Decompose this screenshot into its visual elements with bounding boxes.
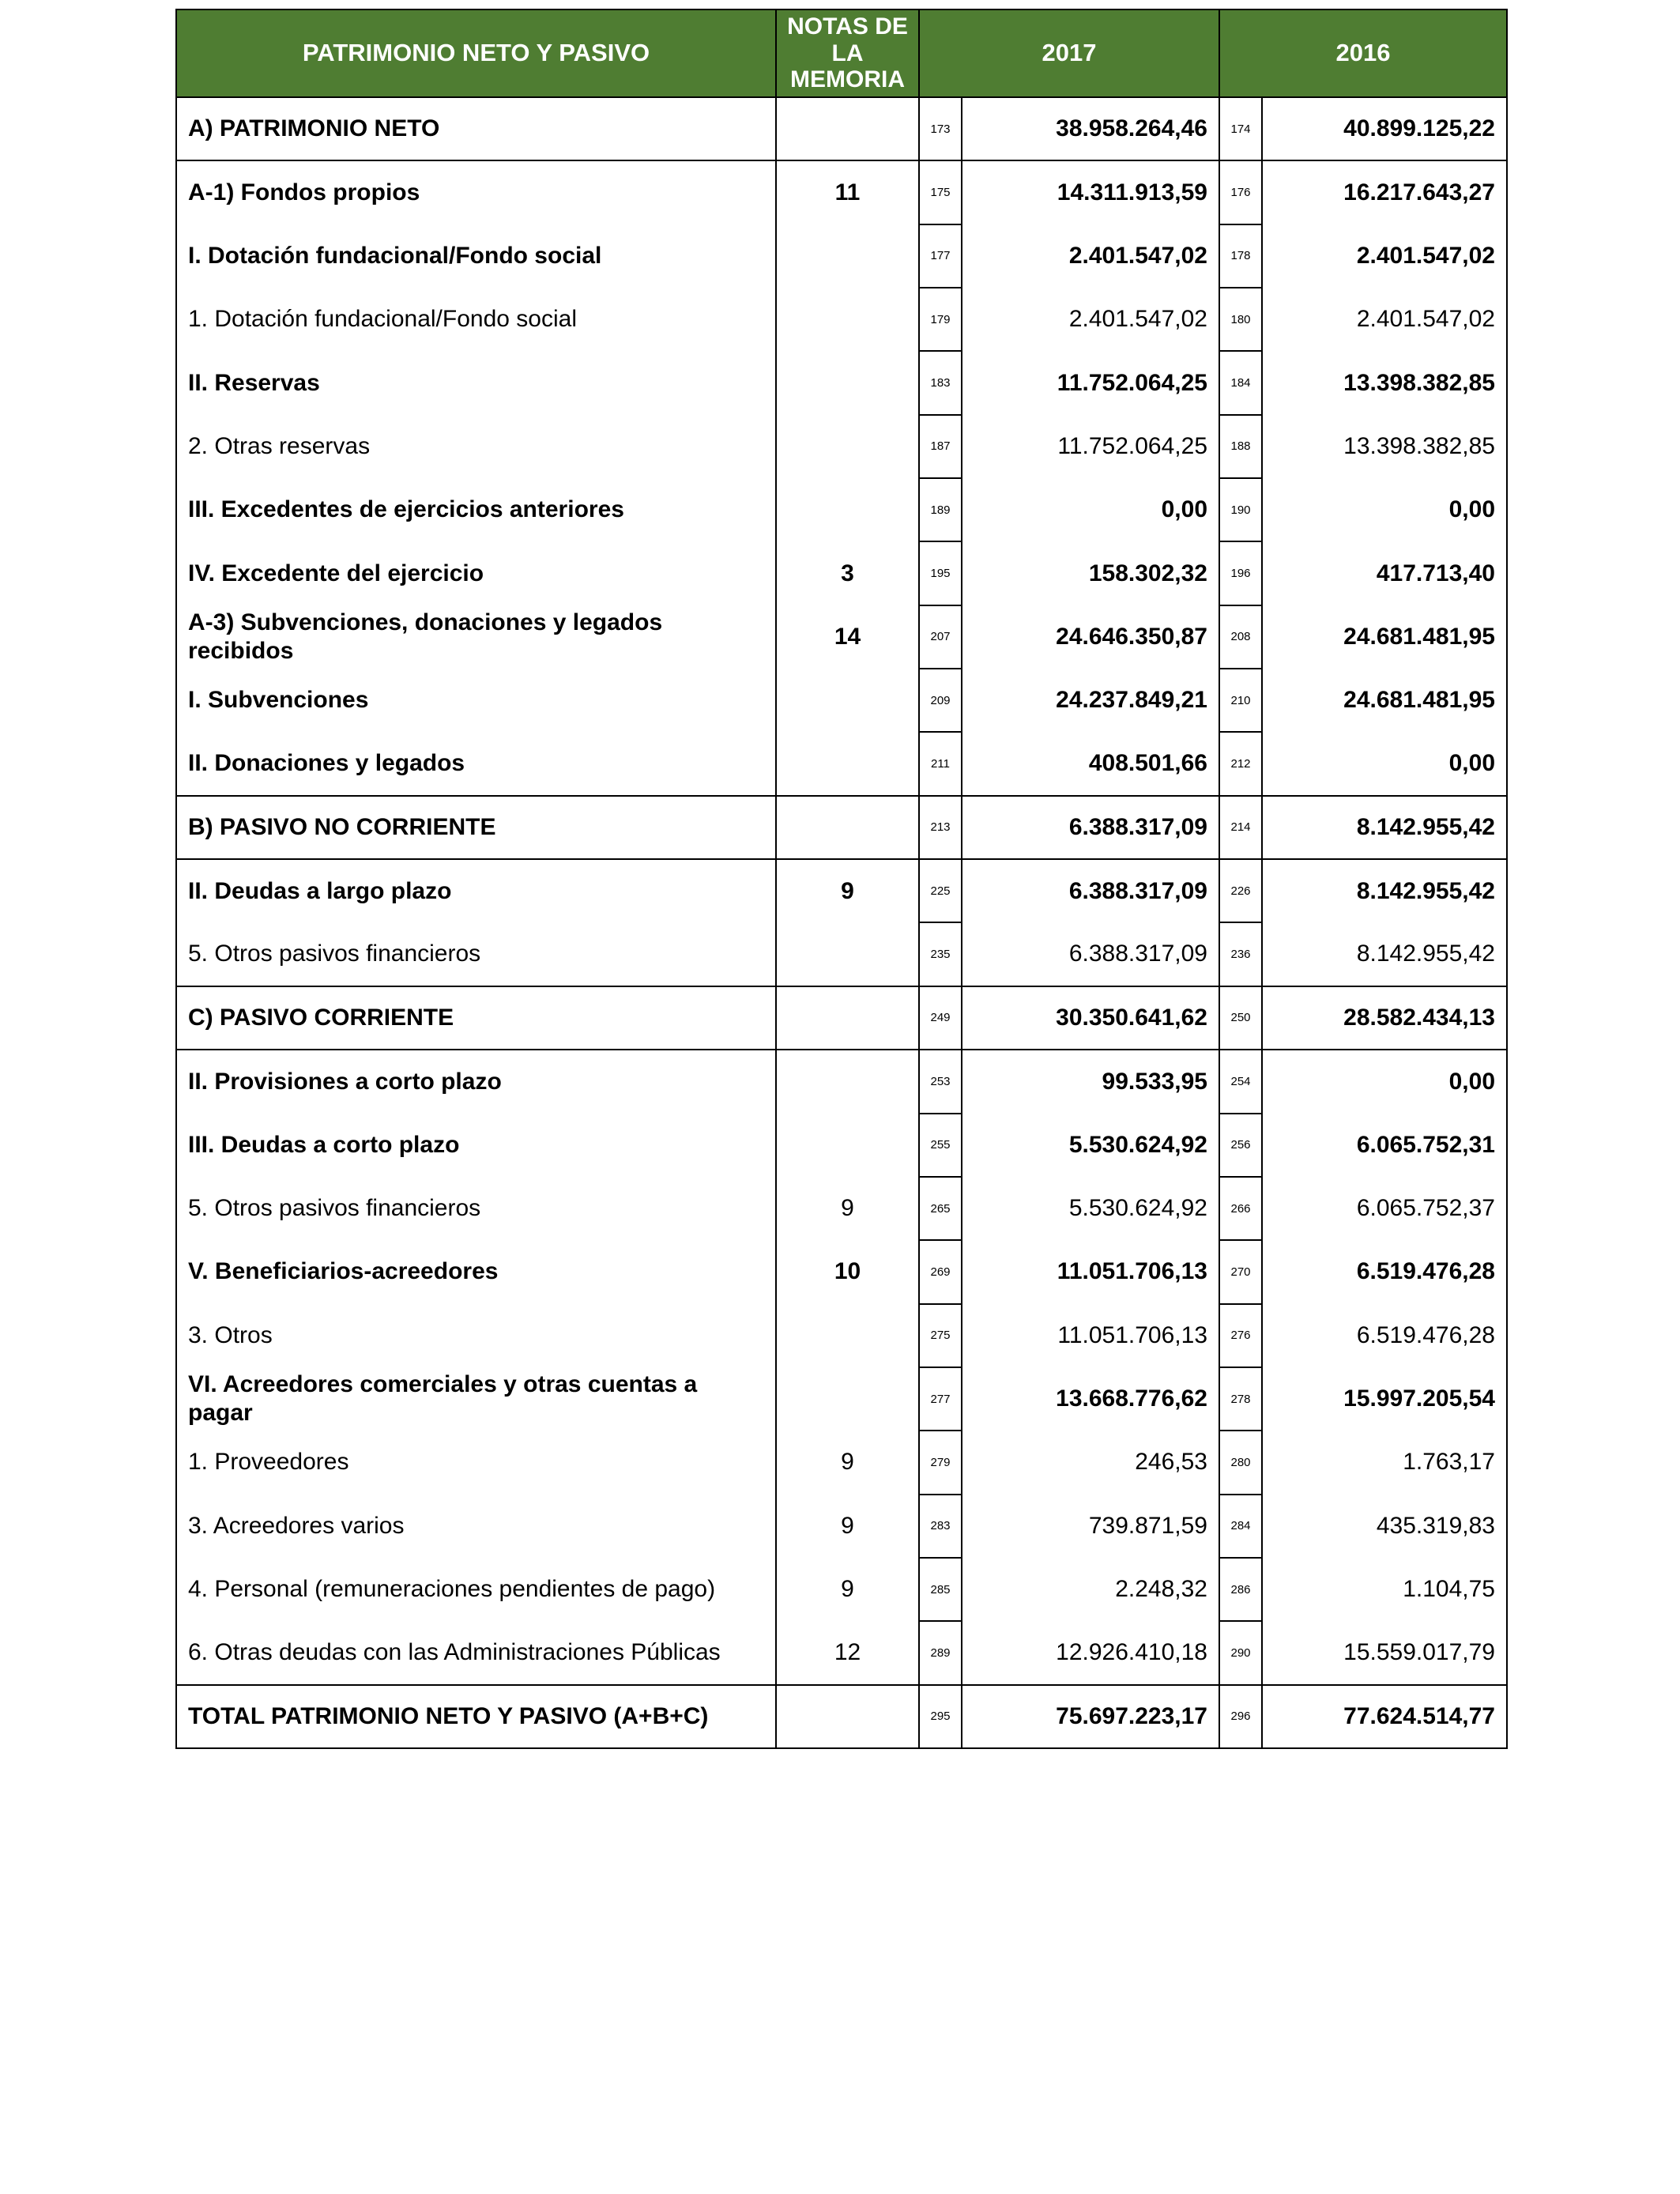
table-row [176,1367,1507,1431]
row-note [776,97,919,160]
row-value-2016: 77.624.514,77 [1262,1685,1507,1748]
row-value-2017: 0,00 [962,478,1219,541]
row-note [776,732,919,795]
row-value-2017: 2.248,32 [962,1558,1219,1621]
row-label: II. Reservas [176,351,776,414]
row-label: A) PATRIMONIO NETO [176,97,776,160]
table-row [176,732,1507,795]
row-value-2016: 2.401.547,02 [1262,288,1507,351]
row-code-2016: 290 [1219,1621,1262,1684]
row-value-2016: 15.997.205,54 [1262,1367,1507,1431]
row-note [776,1685,919,1748]
row-value-2016: 24.681.481,95 [1262,669,1507,732]
row-label: 1. Proveedores [176,1431,776,1494]
row-code-2017: 249 [919,986,962,1050]
row-code-2017: 235 [919,922,962,986]
table-row [176,288,1507,351]
row-label: I. Subvenciones [176,669,776,732]
row-label: A-1) Fondos propios [176,160,776,224]
row-note: 10 [776,1240,919,1303]
row-value-2017: 408.501,66 [962,732,1219,795]
row-label: B) PASIVO NO CORRIENTE [176,796,776,859]
row-code-2016: 208 [1219,605,1262,669]
row-note [776,986,919,1050]
table-row [176,1621,1507,1684]
header-year-2016: 2016 [1219,9,1507,97]
row-value-2016: 16.217.643,27 [1262,160,1507,224]
row-label: 1. Dotación fundacional/Fondo social [176,288,776,351]
row-label: III. Excedentes de ejercicios anteriores [176,478,776,541]
row-value-2017: 6.388.317,09 [962,859,1219,922]
row-code-2017: 265 [919,1177,962,1240]
row-code-2017: 295 [919,1685,962,1748]
row-note [776,1367,919,1431]
row-code-2017: 177 [919,224,962,288]
row-code-2017: 277 [919,1367,962,1431]
row-label: A-3) Subvenciones, donaciones y legados recibidos [176,605,776,669]
row-note [776,224,919,288]
table-row [176,796,1507,859]
row-code-2016: 188 [1219,415,1262,478]
row-label: 2. Otras reservas [176,415,776,478]
row-code-2016: 176 [1219,160,1262,224]
row-label: 3. Acreedores varios [176,1495,776,1558]
table-row [176,160,1507,224]
row-code-2017: 255 [919,1114,962,1177]
row-value-2016: 6.519.476,28 [1262,1240,1507,1303]
row-code-2016: 236 [1219,922,1262,986]
row-note [776,1304,919,1367]
row-value-2017: 6.388.317,09 [962,796,1219,859]
row-note [776,415,919,478]
row-note [776,796,919,859]
row-value-2016: 1.763,17 [1262,1431,1507,1494]
row-value-2016: 435.319,83 [1262,1495,1507,1558]
row-code-2017: 225 [919,859,962,922]
table-row [176,1050,1507,1113]
row-code-2016: 190 [1219,478,1262,541]
row-value-2017: 14.311.913,59 [962,160,1219,224]
row-code-2017: 275 [919,1304,962,1367]
table-row [176,1495,1507,1558]
row-value-2017: 246,53 [962,1431,1219,1494]
table-row [176,1558,1507,1621]
table-row [176,1304,1507,1367]
row-note: 12 [776,1621,919,1684]
row-value-2016: 0,00 [1262,478,1507,541]
row-code-2016: 210 [1219,669,1262,732]
balance-sheet-table [175,9,1508,1749]
row-note: 9 [776,1495,919,1558]
header-notes: NOTAS DE LA MEMORIA [776,9,919,97]
row-code-2016: 180 [1219,288,1262,351]
row-value-2017: 99.533,95 [962,1050,1219,1113]
row-value-2017: 11.752.064,25 [962,351,1219,414]
row-value-2017: 2.401.547,02 [962,288,1219,351]
row-note: 9 [776,1558,919,1621]
row-code-2016: 280 [1219,1431,1262,1494]
table-row [176,605,1507,669]
row-code-2016: 296 [1219,1685,1262,1748]
table-row [176,1685,1507,1748]
row-value-2017: 11.051.706,13 [962,1240,1219,1303]
row-label: 4. Personal (remuneraciones pendientes de pago) [176,1558,776,1621]
row-value-2016: 1.104,75 [1262,1558,1507,1621]
row-value-2017: 5.530.624,92 [962,1114,1219,1177]
row-label: V. Beneficiarios-acreedores [176,1240,776,1303]
row-value-2016: 0,00 [1262,732,1507,795]
row-code-2016: 178 [1219,224,1262,288]
row-value-2016: 6.065.752,31 [1262,1114,1507,1177]
row-code-2017: 173 [919,97,962,160]
row-note [776,478,919,541]
row-code-2016: 286 [1219,1558,1262,1621]
row-code-2016: 256 [1219,1114,1262,1177]
row-label: IV. Excedente del ejercicio [176,541,776,605]
row-code-2016: 276 [1219,1304,1262,1367]
row-note [776,351,919,414]
row-value-2016: 2.401.547,02 [1262,224,1507,288]
row-value-2016: 13.398.382,85 [1262,351,1507,414]
row-value-2017: 30.350.641,62 [962,986,1219,1050]
row-note: 9 [776,859,919,922]
row-code-2016: 174 [1219,97,1262,160]
table-row [176,224,1507,288]
row-value-2017: 13.668.776,62 [962,1367,1219,1431]
row-value-2016: 6.065.752,37 [1262,1177,1507,1240]
row-code-2016: 226 [1219,859,1262,922]
row-value-2017: 11.051.706,13 [962,1304,1219,1367]
row-note: 3 [776,541,919,605]
row-code-2016: 254 [1219,1050,1262,1113]
table-body [176,97,1507,1748]
row-value-2017: 11.752.064,25 [962,415,1219,478]
row-label: I. Dotación fundacional/Fondo social [176,224,776,288]
row-code-2016: 184 [1219,351,1262,414]
row-code-2016: 212 [1219,732,1262,795]
table-row [176,922,1507,986]
table-row [176,1177,1507,1240]
row-note: 9 [776,1177,919,1240]
header-year-2017: 2017 [919,9,1219,97]
row-label: TOTAL PATRIMONIO NETO Y PASIVO (A+B+C) [176,1685,776,1748]
row-value-2017: 5.530.624,92 [962,1177,1219,1240]
row-value-2017: 158.302,32 [962,541,1219,605]
row-value-2016: 28.582.434,13 [1262,986,1507,1050]
row-note [776,288,919,351]
table-row [176,541,1507,605]
row-value-2016: 8.142.955,42 [1262,859,1507,922]
row-code-2016: 266 [1219,1177,1262,1240]
table-row [176,859,1507,922]
row-value-2017: 12.926.410,18 [962,1621,1219,1684]
row-value-2017: 75.697.223,17 [962,1685,1219,1748]
row-label: II. Donaciones y legados [176,732,776,795]
row-note: 14 [776,605,919,669]
row-code-2016: 278 [1219,1367,1262,1431]
row-code-2016: 284 [1219,1495,1262,1558]
table-row [176,669,1507,732]
table-header-row [176,9,1507,97]
table-row [176,986,1507,1050]
row-label: VI. Acreedores comerciales y otras cuentas a pagar [176,1367,776,1431]
row-value-2016: 417.713,40 [1262,541,1507,605]
row-code-2017: 289 [919,1621,962,1684]
row-code-2017: 211 [919,732,962,795]
row-value-2017: 38.958.264,46 [962,97,1219,160]
row-code-2016: 196 [1219,541,1262,605]
row-value-2016: 15.559.017,79 [1262,1621,1507,1684]
row-code-2017: 213 [919,796,962,859]
row-code-2017: 279 [919,1431,962,1494]
row-label: 5. Otros pasivos financieros [176,1177,776,1240]
table-row [176,351,1507,414]
row-note: 9 [776,1431,919,1494]
row-value-2017: 2.401.547,02 [962,224,1219,288]
row-note [776,1050,919,1113]
row-value-2016: 6.519.476,28 [1262,1304,1507,1367]
row-label: C) PASIVO CORRIENTE [176,986,776,1050]
row-value-2017: 6.388.317,09 [962,922,1219,986]
row-code-2017: 175 [919,160,962,224]
row-code-2017: 183 [919,351,962,414]
row-value-2016: 40.899.125,22 [1262,97,1507,160]
row-note [776,669,919,732]
row-code-2017: 179 [919,288,962,351]
header-section: PATRIMONIO NETO Y PASIVO [176,9,776,97]
row-label: 5. Otros pasivos financieros [176,922,776,986]
row-value-2016: 8.142.955,42 [1262,796,1507,859]
row-code-2017: 207 [919,605,962,669]
row-code-2017: 187 [919,415,962,478]
table-row [176,1114,1507,1177]
table-row [176,1240,1507,1303]
row-code-2017: 285 [919,1558,962,1621]
table-row [176,97,1507,160]
row-code-2017: 269 [919,1240,962,1303]
row-value-2016: 24.681.481,95 [1262,605,1507,669]
row-value-2016: 13.398.382,85 [1262,415,1507,478]
row-code-2017: 189 [919,478,962,541]
row-code-2017: 195 [919,541,962,605]
row-value-2016: 8.142.955,42 [1262,922,1507,986]
row-code-2017: 253 [919,1050,962,1113]
row-value-2016: 0,00 [1262,1050,1507,1113]
row-value-2017: 24.646.350,87 [962,605,1219,669]
row-value-2017: 24.237.849,21 [962,669,1219,732]
row-label: 6. Otras deudas con las Administraciones Públicas [176,1621,776,1684]
row-note: 11 [776,160,919,224]
row-label: II. Deudas a largo plazo [176,859,776,922]
row-label: 3. Otros [176,1304,776,1367]
row-code-2016: 214 [1219,796,1262,859]
row-code-2017: 209 [919,669,962,732]
row-label: III. Deudas a corto plazo [176,1114,776,1177]
table-row [176,478,1507,541]
row-code-2017: 283 [919,1495,962,1558]
row-code-2016: 250 [1219,986,1262,1050]
row-note [776,1114,919,1177]
row-label: II. Provisiones a corto plazo [176,1050,776,1113]
row-code-2016: 270 [1219,1240,1262,1303]
row-note [776,922,919,986]
table-row [176,415,1507,478]
table-row [176,1431,1507,1494]
row-value-2017: 739.871,59 [962,1495,1219,1558]
